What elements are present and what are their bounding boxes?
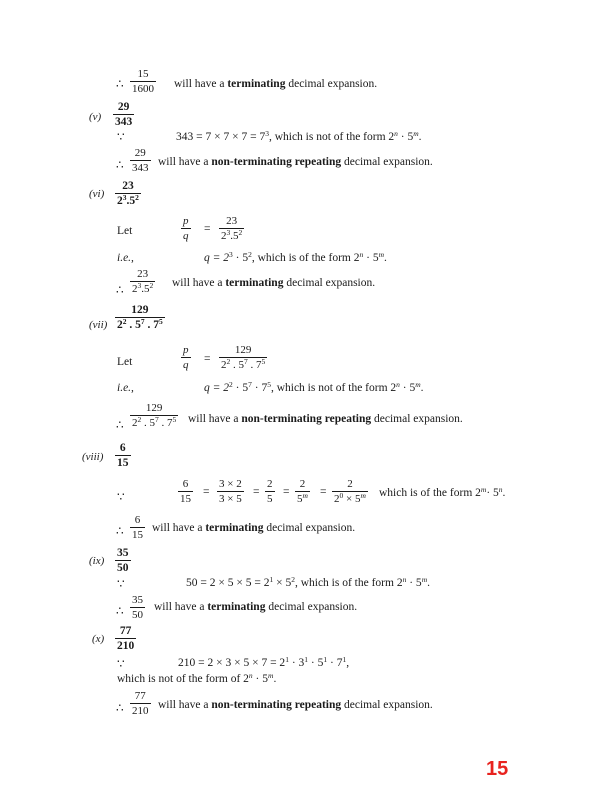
factorization-line: $343 = 7 \times 7 \times 7 = 7^3$, which is not of the form $2^n \cdot 5^m$. <box>176 129 422 143</box>
conclusion-line: will have a non-terminating repeating decimal expansion. <box>158 699 433 711</box>
fraction-2-over-5m: $\frac{2}{5^m}$ <box>297 478 308 505</box>
conclusion-line: will have a terminating decimal expansion. <box>172 277 376 289</box>
fraction-35-50: $\frac{35}{50}$ <box>117 547 129 574</box>
therefore-symbol: ∴ <box>116 701 124 715</box>
factorization-line: $50 = 2 \times 5 \times 5 = 2^1 \times 5^2$, which is of the form $2^n \cdot 5^m$. <box>186 575 430 589</box>
fraction-29-343: $\frac{29}{343}$ <box>132 147 149 174</box>
therefore-symbol: ∴ <box>116 158 124 172</box>
equals-sign: = <box>203 486 210 498</box>
denominator-line: $q = 2^2 \cdot 5^7 \cdot 7^5$, which is not of the form $2^n \cdot 5^m$. <box>204 380 424 394</box>
therefore-symbol: ∴ <box>116 77 124 91</box>
equals-sign: = <box>204 353 211 365</box>
fraction-77-210: $\frac{77}{210}$ <box>117 625 135 652</box>
part-label-v: (v) <box>89 111 102 123</box>
fraction-129-over-2squared-5pow7-7pow5: $\frac{129}{2^2 . 5^7 . 7^5}$ <box>221 344 266 371</box>
fraction-23-over-2cubed-5squared: $\frac{23}{2^3.5^2}$ <box>221 215 243 242</box>
therefore-symbol: ∴ <box>116 418 124 432</box>
let-word: Let <box>117 225 133 237</box>
fraction-23-over-2cubed-5squared: $\frac{23}{2^3.5^2}$ <box>117 180 139 207</box>
equals-sign: = <box>283 486 290 498</box>
ie-word: i.e., <box>117 252 134 264</box>
fraction-129-over-2squared-5pow7-7pow5: $\frac{129}{2^2 . 5^7 . 7^5}$ <box>132 402 177 429</box>
conclusion-line: will have a non-terminating repeating decimal expansion. <box>188 413 463 425</box>
because-symbol: ∵ <box>117 577 125 591</box>
part-label-viii: (viii) <box>82 451 104 463</box>
fraction-35-50: $\frac{35}{50}$ <box>132 594 143 621</box>
therefore-symbol: ∴ <box>116 283 124 297</box>
equals-sign: = <box>320 486 327 498</box>
equals-sign: = <box>204 223 211 235</box>
fraction-p-over-q: $\frac{p}{q}$ <box>183 215 189 242</box>
conclusion-line: will have a non-terminating repeating decimal expansion. <box>158 156 433 168</box>
therefore-symbol: ∴ <box>116 524 124 538</box>
therefore-symbol: ∴ <box>116 604 124 618</box>
because-symbol: ∵ <box>117 657 125 671</box>
fraction-29-343: $\frac{29}{343}$ <box>115 101 133 128</box>
let-word: Let <box>117 356 133 368</box>
fraction-3x2-over-3x5: $\frac{3 \times 2}{3 \times 5}$ <box>219 478 242 505</box>
page-number: 15 <box>486 758 509 780</box>
part-label-ix: (ix) <box>89 555 105 567</box>
fraction-77-210: $\frac{77}{210}$ <box>132 690 149 717</box>
fraction-129-over-2squared-5pow7-7pow5: $\frac{129}{2^2 . 5^7 . 7^5}$ <box>117 304 163 331</box>
form-statement: which is of the form $2^m\cdot 5^n$. <box>379 485 506 499</box>
part-label-vii: (vii) <box>89 319 108 331</box>
fraction-15-1600: $\frac{15}{1600}$ <box>132 68 154 95</box>
because-symbol: ∵ <box>117 130 125 144</box>
fraction-23-over-2cubed-5squared: $\frac{23}{2^3.5^2}$ <box>132 268 154 295</box>
because-symbol: ∵ <box>117 490 125 504</box>
fraction-6-15: $\frac{6}{15}$ <box>117 442 129 469</box>
fraction-2-over-2pow0-5m: $\frac{2}{2^0 \times 5^m}$ <box>334 478 366 505</box>
denominator-line: $q = 2^3 \cdot 5^2$, which is of the form $2^n \cdot 5^m$. <box>204 250 387 264</box>
ie-word: i.e., <box>117 382 134 394</box>
fraction-6-15: $\frac{6}{15}$ <box>180 478 191 505</box>
factorization-line: $210 = 2 \times 3 \times 5 \times 7 = 2^1 \cdot 3^1 \cdot 5^1 \cdot 7^1$, <box>178 655 350 669</box>
fraction-p-over-q: $\frac{p}{q}$ <box>183 344 189 371</box>
part-label-vi: (vi) <box>89 188 105 200</box>
conclusion-line: will have a terminating decimal expansion. <box>152 522 356 534</box>
conclusion-line: will have a terminating decimal expansion. <box>154 601 358 613</box>
form-statement: which is not of the form of $2^n \cdot 5^m$. <box>117 671 277 685</box>
fraction-6-15: $\frac{6}{15}$ <box>132 514 143 541</box>
part-label-x: (x) <box>92 633 105 645</box>
conclusion-line: will have a terminating decimal expansion. <box>174 78 378 90</box>
fraction-2-5: $\frac{2}{5}$ <box>267 478 273 505</box>
equals-sign: = <box>253 486 260 498</box>
